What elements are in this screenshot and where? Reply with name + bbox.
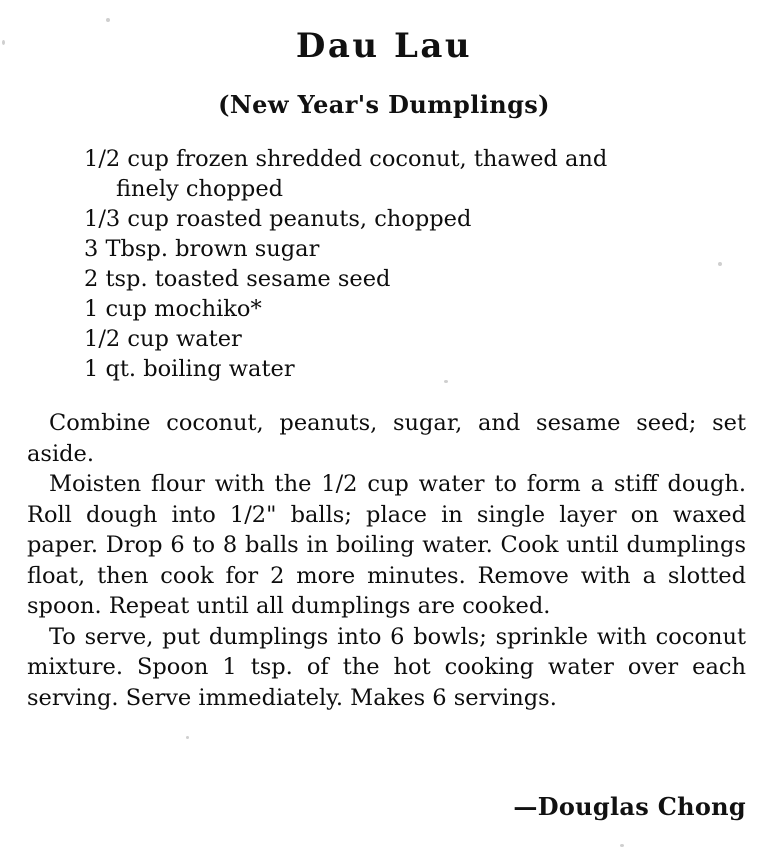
ingredient-item: 2 tsp. toasted sesame seed bbox=[84, 266, 391, 292]
ingredients-list bbox=[84, 144, 724, 384]
scan-speck bbox=[186, 736, 189, 739]
scan-speck bbox=[620, 844, 624, 847]
attribution: —Douglas Chong bbox=[513, 792, 746, 821]
ingredient-item: 1 qt. boiling water bbox=[84, 356, 295, 382]
ingredient-item: 1/3 cup roasted peanuts, chopped bbox=[84, 206, 472, 232]
ingredient-item: finely chopped bbox=[116, 176, 284, 202]
ingredient-item: 1/2 cup water bbox=[84, 326, 242, 352]
directions-section bbox=[27, 408, 746, 713]
ingredient-item: 3 Tbsp. brown sugar bbox=[84, 236, 320, 262]
direction-paragraph: Moisten flour with the 1/2 cup water to form a stiff dough. Roll dough into 1/2" balls; place in single layer on waxed paper. Drop 6 to 8 balls in boiling water. Cook until dumplings float, then cook for 2 more minutes. Remove with a slotted spoon. Repeat until all dumplings are cooked. bbox=[27, 471, 746, 619]
ingredient-item: 1 cup mochiko* bbox=[84, 296, 262, 322]
direction-paragraph: Combine coconut, peanuts, sugar, and sesame seed; set aside. bbox=[27, 410, 746, 467]
page-subtitle: (New Year's Dumplings) bbox=[218, 90, 550, 119]
scan-speck bbox=[106, 18, 110, 22]
page-title: Dau Lau bbox=[295, 26, 473, 66]
ingredient-item: 1/2 cup frozen shredded coconut, thawed and bbox=[84, 146, 608, 172]
direction-paragraph: To serve, put dumplings into 6 bowls; sprinkle with coconut mixture. Spoon 1 tsp. of the hot cooking water over each serving. Serve immediately. Makes 6 servings. bbox=[27, 623, 746, 711]
